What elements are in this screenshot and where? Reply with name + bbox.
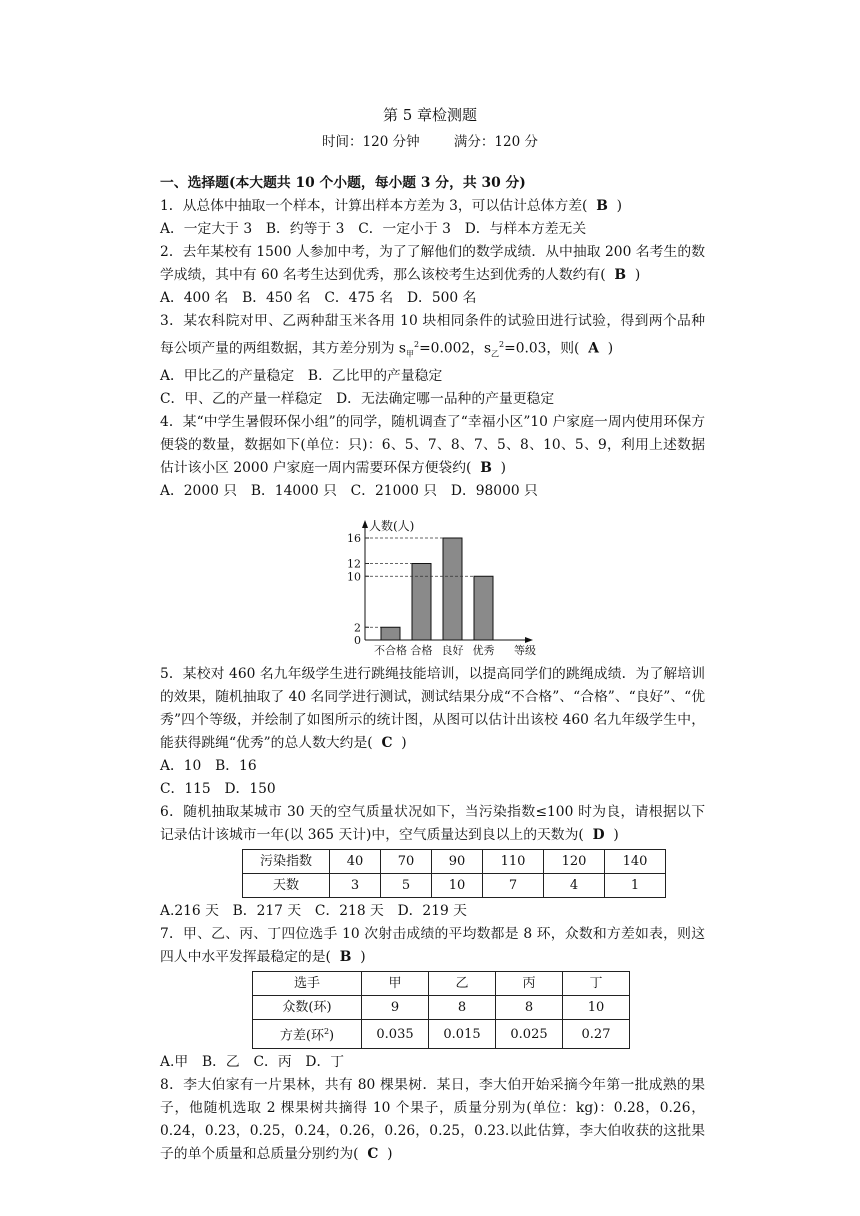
question-7-stem: 7．甲、乙、丙、丁四位选手 10 次射击成绩的平均数都是 8 环，众数和方差如表，则这四人中水平发挥最稳定的是( xyxy=(160,926,705,966)
page-subtitle: 时间：120 分钟 满分：120 分 xyxy=(322,134,538,150)
question-2-stem: 2．去年某校有 1500 人参加中考，为了了解他们的数学成绩．从中抽取 200 名考生的数学成绩，其中有 60 名考生达到优秀，那么该校考生达到优秀的人数约有( xyxy=(160,244,705,283)
table-cell: 1 xyxy=(605,874,666,898)
question-7-answer: B xyxy=(339,949,352,966)
bar xyxy=(412,564,431,641)
table-cell: 丙 xyxy=(496,972,563,996)
table-cell: 丁 xyxy=(563,972,630,996)
bar-chart xyxy=(160,503,705,663)
question-5-stem: 5．某校对 460 名九年级学生进行跳绳技能培训，以提高同学们的跳绳成绩．为了解培训的效果，随机抽取了 40 名同学进行测试，测试结果分成“不合格”、“合格”、“良好”、“优秀”四个等级，并绘制了如图所示的统计图，从图可以估计出该校 460 名九年级学生中，能获得跳绳“优秀”的总人数大约是( xyxy=(160,666,705,752)
table-cell: 选手 xyxy=(253,972,362,996)
question-5-options-ab: A．10 B．16 xyxy=(160,758,257,775)
question-3-sq-2: 2 xyxy=(499,340,505,349)
x-axis-arrow xyxy=(525,637,533,643)
question-1-close: ) xyxy=(616,198,623,214)
question-2-close: ) xyxy=(634,267,641,283)
question-7-options: A.甲 B．乙 C．丙 D．丁 xyxy=(160,1053,345,1070)
question-6-answer: D xyxy=(592,827,605,844)
question-3 xyxy=(160,310,705,365)
question-8-answer: C xyxy=(367,1145,379,1162)
question-1-answer: B xyxy=(596,198,608,214)
question-1-options: A．一定大于 3 B．约等于 3 C．一定小于 3 D．与样本方差无关 xyxy=(160,221,587,237)
section-heading: 一、选择题(本大题共 10 个小题，每小题 3 分，共 30 分) xyxy=(160,175,526,191)
document-body xyxy=(160,172,705,1166)
bar xyxy=(474,577,493,641)
question-4-stem: 4．某“中学生暑假环保小组”的同学，随机调查了“幸福小区”10 户家庭一周内使用环保方便袋的数量，数据如下(单位：只)：6、5、7、8、7、5、8、10、5、9，利用上述数据估计该小区 2000 户家庭一周内需要环保方便袋约( xyxy=(160,414,705,477)
table-row xyxy=(243,850,666,874)
question-4 xyxy=(160,411,705,480)
table-cell: 10 xyxy=(563,996,630,1020)
variance-label: 方差(环 xyxy=(279,1028,324,1044)
table-cell: 120 xyxy=(544,850,605,874)
question-2-options: A．400 名 B．450 名 C．475 名 D．500 名 xyxy=(160,290,477,306)
table-cell: 0.035 xyxy=(362,1020,429,1048)
table-cell: 4 xyxy=(544,874,605,898)
question-4-options: A．2000 只 B．14000 只 C．21000 只 D．98000 只 xyxy=(160,483,538,500)
x-tick-label: 不合格 xyxy=(374,644,407,658)
pollution-table xyxy=(242,849,666,898)
variance-square: 2 xyxy=(323,1027,330,1037)
x-tick-label: 良好 xyxy=(441,644,464,658)
y-tick-label: 2 xyxy=(354,621,361,635)
question-3-close: ) xyxy=(607,340,614,357)
table-cell: 0.015 xyxy=(429,1020,496,1048)
table-cell: 5 xyxy=(381,874,432,898)
question-2 xyxy=(160,241,705,287)
table-cell: 10 xyxy=(432,874,483,898)
y-axis-label: 人数(人) xyxy=(369,519,415,534)
x-tick-label: 合格 xyxy=(410,644,433,658)
question-3-options-ab: A．甲比乙的产量稳定 B．乙比甲的产量稳定 xyxy=(160,368,443,385)
table-cell: 70 xyxy=(381,850,432,874)
question-8 xyxy=(160,1074,705,1166)
question-6-options: A.216 天 B．217 天 C．218 天 D．219 天 xyxy=(160,903,467,920)
question-3-options-cd: C．甲、乙的产量一样稳定 D．无法确定哪一品种的产量更稳定 xyxy=(160,391,555,408)
question-4-close: ) xyxy=(500,460,507,477)
table-cell: 140 xyxy=(605,850,666,874)
table-cell: 3 xyxy=(330,874,381,898)
table-row xyxy=(243,874,666,898)
table-cell: 0.025 xyxy=(496,1020,563,1048)
table-cell xyxy=(253,1020,362,1048)
question-1-stem: 1．从总体中抽取一个样本，计算出样本方差为 3，可以估计总体方差( xyxy=(160,198,588,214)
x-axis-label: 等级 xyxy=(514,644,536,658)
y-axis-arrow xyxy=(362,520,368,528)
table-cell: 天数 xyxy=(243,874,330,898)
question-3-stem-c: =0.03，则( xyxy=(504,340,580,357)
question-4-answer: B xyxy=(480,460,492,477)
question-5 xyxy=(160,663,705,755)
question-5-answer: C xyxy=(381,735,393,752)
y-tick-label: 16 xyxy=(347,532,361,546)
question-1 xyxy=(160,195,705,218)
y-tick-label: 10 xyxy=(347,570,361,584)
question-5-close: ) xyxy=(401,735,407,752)
question-2-answer: B xyxy=(614,267,627,283)
y-tick-label: 0 xyxy=(354,634,361,648)
table-row xyxy=(253,972,630,996)
bar-chart-container xyxy=(160,503,705,663)
question-6-stem: 6．随机抽取某城市 30 天的空气质量状况如下，当污染指数≤100 时为良，请根据以下记录估计该城市一年(以 365 天计)中，空气质量达到良以上的天数为( xyxy=(160,804,705,844)
bar xyxy=(381,628,400,641)
table-cell: 8 xyxy=(496,996,563,1020)
question-7-close: ) xyxy=(360,949,366,966)
question-6 xyxy=(160,801,705,847)
page-title: 第 5 章检测题 xyxy=(382,106,478,124)
question-5-options-cd: C．115 D．150 xyxy=(160,781,276,798)
table-row xyxy=(253,996,630,1020)
table-cell: 众数(环) xyxy=(253,996,362,1020)
table-cell: 甲 xyxy=(362,972,429,996)
table-cell: 40 xyxy=(330,850,381,874)
question-3-answer: A xyxy=(588,340,599,357)
question-3-sq-1: 2 xyxy=(414,340,420,349)
table-cell: 污染指数 xyxy=(243,850,330,874)
question-7 xyxy=(160,923,705,969)
table-cell: 0.27 xyxy=(563,1020,630,1048)
table-cell: 90 xyxy=(432,850,483,874)
question-8-close: ) xyxy=(387,1145,393,1162)
question-8-stem: 8．李大伯家有一片果林，共有 80 棵果树．某日，李大伯开始采摘今年第一批成熟的果子，他随机选取 2 棵果树共摘得 10 个果子，质量分别为(单位：kg)：0.28，0.26，0.24，0.23，0.25，0.24，0.26，0.26，0.25，0.23.以此估算，李大伯收获的这批果子的单个质量和总质量分别约为( xyxy=(160,1076,705,1162)
bar xyxy=(443,538,462,640)
table-cell: 8 xyxy=(429,996,496,1020)
x-tick-label: 优秀 xyxy=(472,644,495,658)
table-cell: 7 xyxy=(483,874,544,898)
variance-label-close: ) xyxy=(329,1028,335,1044)
question-3-sub-yi: 乙 xyxy=(491,349,500,359)
table-cell: 9 xyxy=(362,996,429,1020)
y-tick-label: 12 xyxy=(347,557,361,571)
table-cell: 乙 xyxy=(429,972,496,996)
question-3-sub-jia: 甲 xyxy=(406,349,415,359)
question-3-stem-b: =0.002，s xyxy=(419,340,492,357)
table-cell: 110 xyxy=(483,850,544,874)
question-3-stem-a: 3．某农科院对甲、乙两种甜玉米各用 10 块相同条件的试验田进行试验，得到两个品种每公顷产量的两组数据，其方差分别为 s xyxy=(160,313,705,357)
question-6-close: ) xyxy=(613,827,619,844)
shooters-table xyxy=(252,971,630,1048)
table-row xyxy=(253,1020,630,1048)
